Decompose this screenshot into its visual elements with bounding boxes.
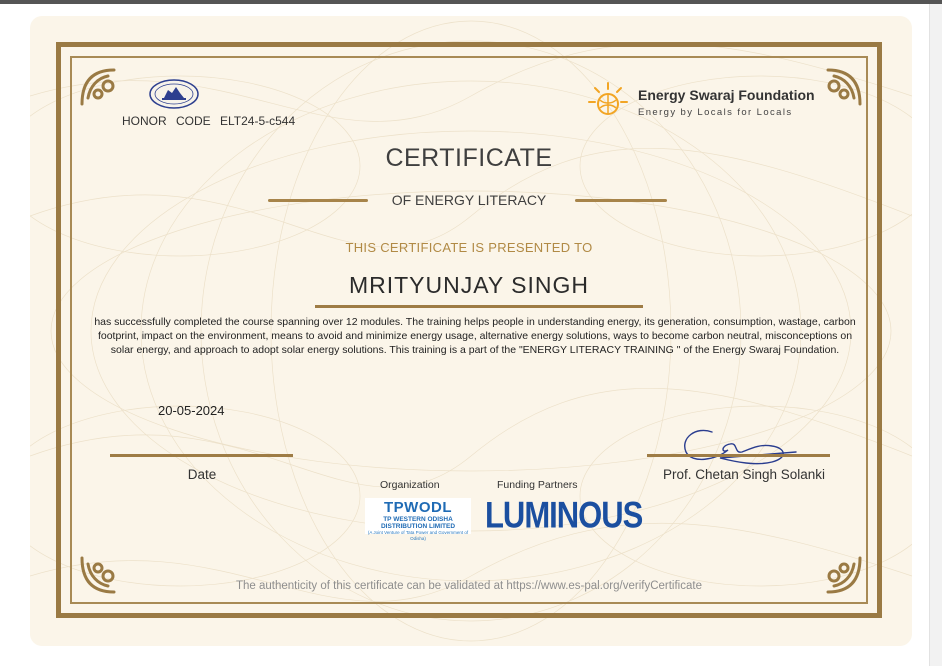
luminous-logo: LUMINOUS	[485, 494, 643, 536]
energy-swaraj-logo-icon	[586, 80, 630, 124]
date-value: 20-05-2024	[158, 403, 225, 418]
honor-code: HONOR CODE ELT24-5-c544	[122, 114, 296, 128]
course-description: has successfully completed the course spanning over 12 modules. The training helps people in understanding energy, its generation, consumption, wastage, carbon footprint, impact on the environment, means to avoid and minimize energy usage, alternative energy solutions, ways to become carbon neutral, misconceptions on solar energy, and approach to adopt solar energy solutions. This training is a part of the "ENERGY LITERACY TRAINING " of the Energy Swaraj Foundation.	[94, 316, 856, 357]
tpwodl-logo-subtitle: TP WESTERN ODISHA DISTRIBUTION LIMITED	[380, 516, 456, 530]
divider	[647, 454, 830, 457]
certificate	[30, 16, 912, 646]
certificate-title: CERTIFICATE	[385, 144, 553, 172]
signer-name: Prof. Chetan Singh Solanki	[662, 467, 826, 482]
tpwodl-logo-name: TPWODL	[384, 499, 452, 516]
corner-ornament-icon	[818, 64, 864, 110]
browser-top-bar	[0, 0, 942, 4]
certificate-subtitle: OF ENERGY LITERACY	[391, 192, 547, 208]
date-label: Date	[187, 467, 217, 482]
tpwodl-logo-fine-print: (A Joint Venture of Tata Power and Government of Odisha)	[367, 530, 469, 541]
tpwodl-logo	[365, 498, 471, 541]
odisha-emblem-icon	[148, 78, 200, 110]
presented-to-label: THIS CERTIFICATE IS PRESENTED TO	[345, 240, 593, 255]
funding-partners-label: Funding Partners	[497, 479, 578, 491]
corner-ornament-icon	[78, 64, 124, 110]
authenticity-note: The authenticity of this certificate can be validated at https://www.es-pal.org/verifyCertificate	[236, 580, 702, 592]
divider	[315, 305, 643, 308]
recipient-name: MRITYUNJAY SINGH	[348, 272, 590, 298]
foundation-name: Energy Swaraj Foundation	[638, 87, 815, 103]
divider	[575, 199, 667, 202]
divider	[110, 454, 293, 457]
foundation-tagline: Energy by Locals for Locals	[638, 107, 793, 118]
signature-icon	[676, 424, 806, 470]
organization-label: Organization	[380, 479, 440, 491]
scrollbar[interactable]	[929, 4, 942, 666]
